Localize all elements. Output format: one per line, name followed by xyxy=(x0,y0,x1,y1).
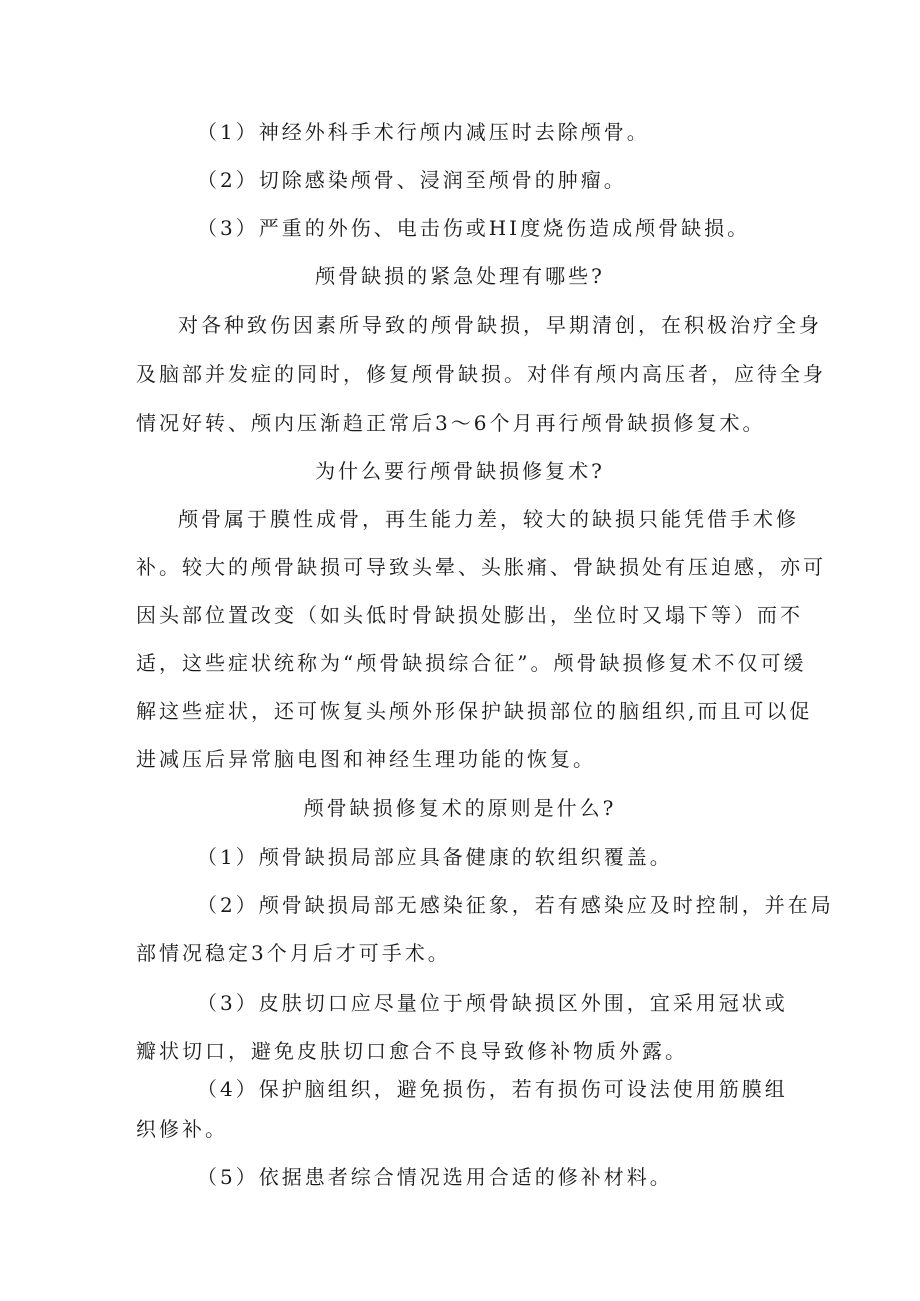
section-3-list-line: （4）保护脑组织，避免损伤，若有损伤可设法使用筋膜组 xyxy=(197,1077,788,1101)
section-1-heading: 颅骨缺损的紧急处理有哪些? xyxy=(315,264,605,288)
section-2-paragraph-line: 颅骨属于膜性成骨，再生能力差，较大的缺损只能凭借手术修 xyxy=(178,507,799,531)
section-3-list-line: （3）皮肤切口应尽量位于颅骨缺损区外围，宜采用冠状或 xyxy=(197,991,788,1015)
section-1-paragraph-line: 及脑部并发症的同时，修复颅骨缺损。对伴有颅内高压者，应待全身 xyxy=(136,362,826,386)
intro-list-item-2: （2）切除感染颅骨、浸润至颅骨的肿瘤。 xyxy=(197,168,627,192)
intro-list-item-3: （3）严重的外伤、电击伤或HI度烧伤造成颅骨缺损。 xyxy=(197,216,751,240)
intro-list-item-1: （1）神经外科手术行颅内减压时去除颅骨。 xyxy=(197,120,650,144)
section-2-paragraph-line: 适，这些症状统称为“颅骨缺损综合征”。颅骨缺损修复术不仅可缓 xyxy=(136,651,807,675)
section-3-list-line: （1）颅骨缺损局部应具备健康的软组织覆盖。 xyxy=(197,845,673,869)
section-2-heading: 为什么要行颅骨缺损修复术? xyxy=(315,459,605,483)
section-3-list-line: （2）颅骨缺损局部无感染征象，若有感染应及时控制，并在局 xyxy=(197,893,834,917)
section-1-paragraph-line: 对各种致伤因素所导致的颅骨缺损，早期清创，在积极治疗全身 xyxy=(178,313,822,337)
section-3-list-line: 瓣状切口，避免皮肤切口愈合不良导致修补物质外露。 xyxy=(136,1039,688,1063)
section-3-list-line: 部情况稳定3个月后才可手术。 xyxy=(136,941,451,965)
section-2-paragraph-line: 补。较大的颅骨缺损可导致头晕、头胀痛、骨缺损处有压迫感，亦可 xyxy=(136,555,826,579)
section-3-list-line: （5）依据患者综合情况选用合适的修补材料。 xyxy=(197,1165,673,1189)
section-2-paragraph-line: 进减压后异常脑电图和神经生理功能的恢复。 xyxy=(136,747,596,771)
section-3-heading: 颅骨缺损修复术的原则是什么? xyxy=(303,796,617,820)
section-1-paragraph-line: 情况好转、颅内压渐趋正常后3〜6个月再行颅骨缺损修复术。 xyxy=(136,411,766,435)
section-2-paragraph-line: 因头部位置改变（如头低时骨缺损处膨出，坐位时又塌下等）而不 xyxy=(136,603,803,627)
section-3-list-line: 织修补。 xyxy=(136,1117,228,1141)
section-2-paragraph-line: 解这些症状，还可恢复头颅外形保护缺损部位的脑组织,而且可以促 xyxy=(136,699,813,723)
